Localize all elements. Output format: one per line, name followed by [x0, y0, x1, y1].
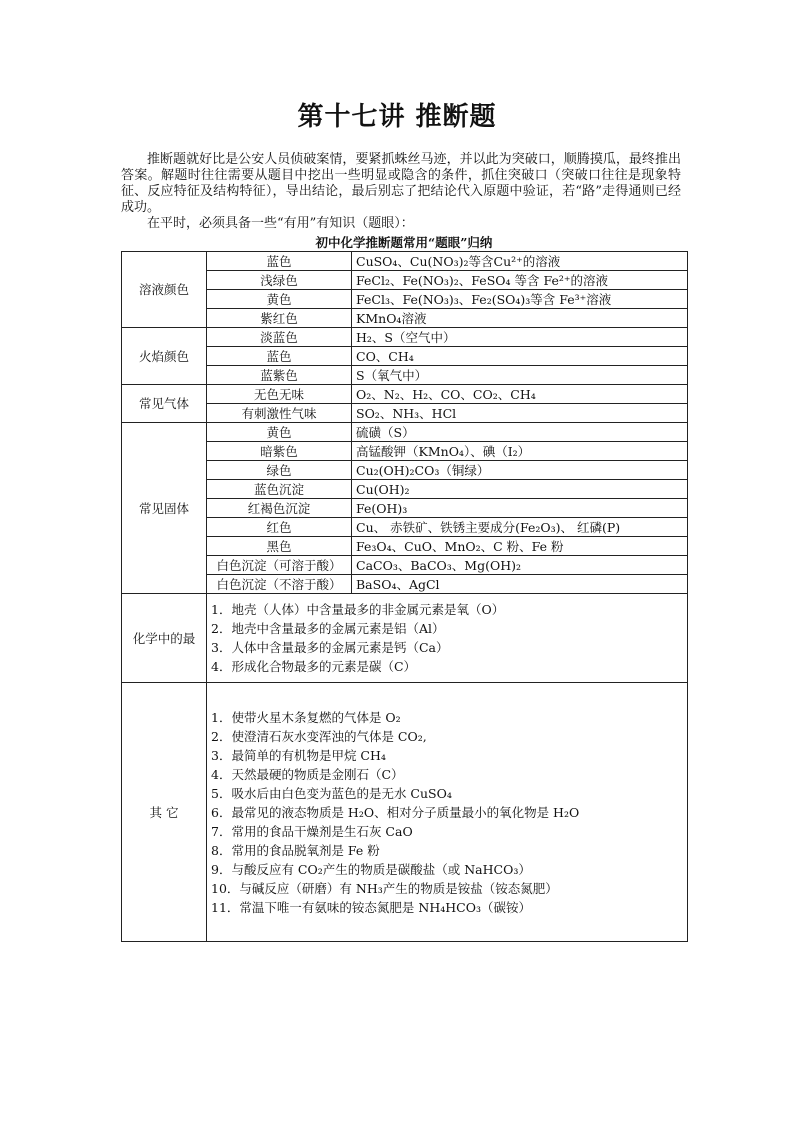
list-item: 11．常温下唯一有氨味的铵态氮肥是 NH₄HCO₃（碳铵）	[211, 899, 531, 915]
table-row	[122, 366, 688, 385]
property-cell: 暗紫色	[207, 442, 352, 461]
list-item: 4．天然最硬的物质是金刚石（C）	[211, 766, 404, 782]
value-cell: FeCl₂、Fe(NO₃)₂、FeSO₄ 等含 Fe²⁺的溶液	[352, 271, 688, 290]
intro-text	[121, 152, 681, 232]
category-cell: 其 它	[122, 683, 207, 942]
list-item: 1．使带火星木条复燃的气体是 O₂	[211, 709, 401, 725]
value-cell: KMnO₄溶液	[352, 309, 688, 328]
value-cell: CuSO₄、Cu(NO₃)₂等含Cu²⁺的溶液	[352, 252, 688, 271]
property-cell: 浅绿色	[207, 271, 352, 290]
value-cell: Cu₂(OH)₂CO₃（铜绿）	[352, 461, 688, 480]
property-cell: 白色沉淀（可溶于酸）	[207, 556, 352, 575]
value-cell: 硫磺（S）	[352, 423, 688, 442]
table-row	[122, 347, 688, 366]
table-row	[122, 499, 688, 518]
table-row	[122, 683, 688, 942]
category-cell: 常见固体	[122, 423, 207, 594]
list-item: 10．与碱反应（研磨）有 NH₃产生的物质是铵盐（铵态氮肥）	[211, 880, 558, 896]
property-cell: 蓝色	[207, 347, 352, 366]
list-cell	[207, 594, 688, 683]
table-row	[122, 290, 688, 309]
summary-table	[121, 251, 688, 942]
value-cell: SO₂、NH₃、HCl	[352, 404, 688, 423]
list-item: 2．地壳中含量最多的金属元素是铝（Al）	[211, 621, 445, 636]
category-cell: 常见气体	[122, 385, 207, 423]
table-row	[122, 518, 688, 537]
table-row	[122, 442, 688, 461]
table-row	[122, 556, 688, 575]
property-cell: 蓝色沉淀	[207, 480, 352, 499]
property-cell: 白色沉淀（不溶于酸）	[207, 575, 352, 594]
value-cell: Fe₃O₄、CuO、MnO₂、C 粉、Fe 粉	[352, 537, 688, 556]
property-cell: 黄色	[207, 290, 352, 309]
property-cell: 红色	[207, 518, 352, 537]
table-row	[122, 328, 688, 347]
value-cell: BaSO₄、AgCl	[352, 575, 688, 594]
list-item: 2．使澄清石灰水变浑浊的气体是 CO₂,	[211, 728, 427, 744]
list-item: 3．最简单的有机物是甲烷 CH₄	[211, 747, 386, 763]
list-item: 8．常用的食品脱氧剂是 Fe 粉	[211, 842, 380, 858]
property-cell: 绿色	[207, 461, 352, 480]
property-cell: 蓝紫色	[207, 366, 352, 385]
list-item: 1．地壳（人体）中含量最多的非金属元素是氧（O）	[211, 602, 505, 617]
table-row	[122, 404, 688, 423]
property-cell: 紫红色	[207, 309, 352, 328]
table-row	[122, 271, 688, 290]
property-cell: 黑色	[207, 537, 352, 556]
table-caption: 初中化学推断题常用“题眼”归纳	[315, 235, 493, 250]
value-cell: 高锰酸钾（KMnO₄）、碘（I₂）	[352, 442, 688, 461]
table-row	[122, 385, 688, 404]
property-cell: 黄色	[207, 423, 352, 442]
property-cell: 淡蓝色	[207, 328, 352, 347]
page-title: 第十七讲 推断题	[297, 102, 497, 132]
list-item: 6．最常见的液态物质是 H₂O、相对分子质量最小的氧化物是 H₂O	[211, 804, 580, 820]
list-item: 9．与酸反应有 CO₂产生的物质是碳酸盐（或 NaHCO₃）	[211, 861, 531, 877]
table-row	[122, 594, 688, 683]
table-row	[122, 423, 688, 442]
table-row	[122, 309, 688, 328]
table-row	[122, 575, 688, 594]
list-item: 3．人体中含量最多的金属元素是钙（Ca）	[211, 640, 449, 655]
value-cell: CaCO₃、BaCO₃、Mg(OH)₂	[352, 556, 688, 575]
property-cell: 蓝色	[207, 252, 352, 271]
value-cell: H₂、S（空气中）	[352, 328, 688, 347]
property-cell: 无色无味	[207, 385, 352, 404]
value-cell: CO、CH₄	[352, 347, 688, 366]
value-cell: Cu(OH)₂	[352, 480, 688, 499]
table-row	[122, 461, 688, 480]
value-cell: Cu、 赤铁矿、铁锈主要成分(Fe₂O₃)、 红磷(P)	[352, 518, 688, 537]
list-item: 4．形成化合物最多的元素是碳（C）	[211, 659, 417, 674]
intro-paragraph: 在平时，必须具备一些“有用”有知识（题眼）：	[147, 216, 414, 231]
intro-paragraph: 推断题就好比是公安人员侦破案情，要紧抓蛛丝马迹，并以此为突破口，顺腾摸瓜，最终推出答案。解题时往往需要从题目中挖出一些明显或隐含的条件，抓住突破口（突破口往往是现象特征、反应特征及结构特征），导出结论，最后别忘了把结论代入原题中验证，若“路”走得通则已经成功。	[121, 152, 681, 215]
property-cell: 红褐色沉淀	[207, 499, 352, 518]
category-cell: 溶液颜色	[122, 252, 207, 328]
list-item: 5．吸水后由白色变为蓝色的是无水 CuSO₄	[211, 785, 452, 801]
list-cell	[207, 683, 688, 942]
category-cell: 化学中的最	[122, 594, 207, 683]
table-row	[122, 537, 688, 556]
property-cell: 有刺激性气味	[207, 404, 352, 423]
value-cell: FeCl₃、Fe(NO₃)₃、Fe₂(SO₄)₃等含 Fe³⁺溶液	[352, 290, 688, 309]
value-cell: Fe(OH)₃	[352, 499, 688, 518]
list-item: 7．常用的食品干燥剂是生石灰 CaO	[211, 823, 413, 839]
value-cell: S（氧气中）	[352, 366, 688, 385]
value-cell: O₂、N₂、H₂、CO、CO₂、CH₄	[352, 385, 688, 404]
category-cell: 火焰颜色	[122, 328, 207, 385]
table-row	[122, 480, 688, 499]
table-row	[122, 252, 688, 271]
